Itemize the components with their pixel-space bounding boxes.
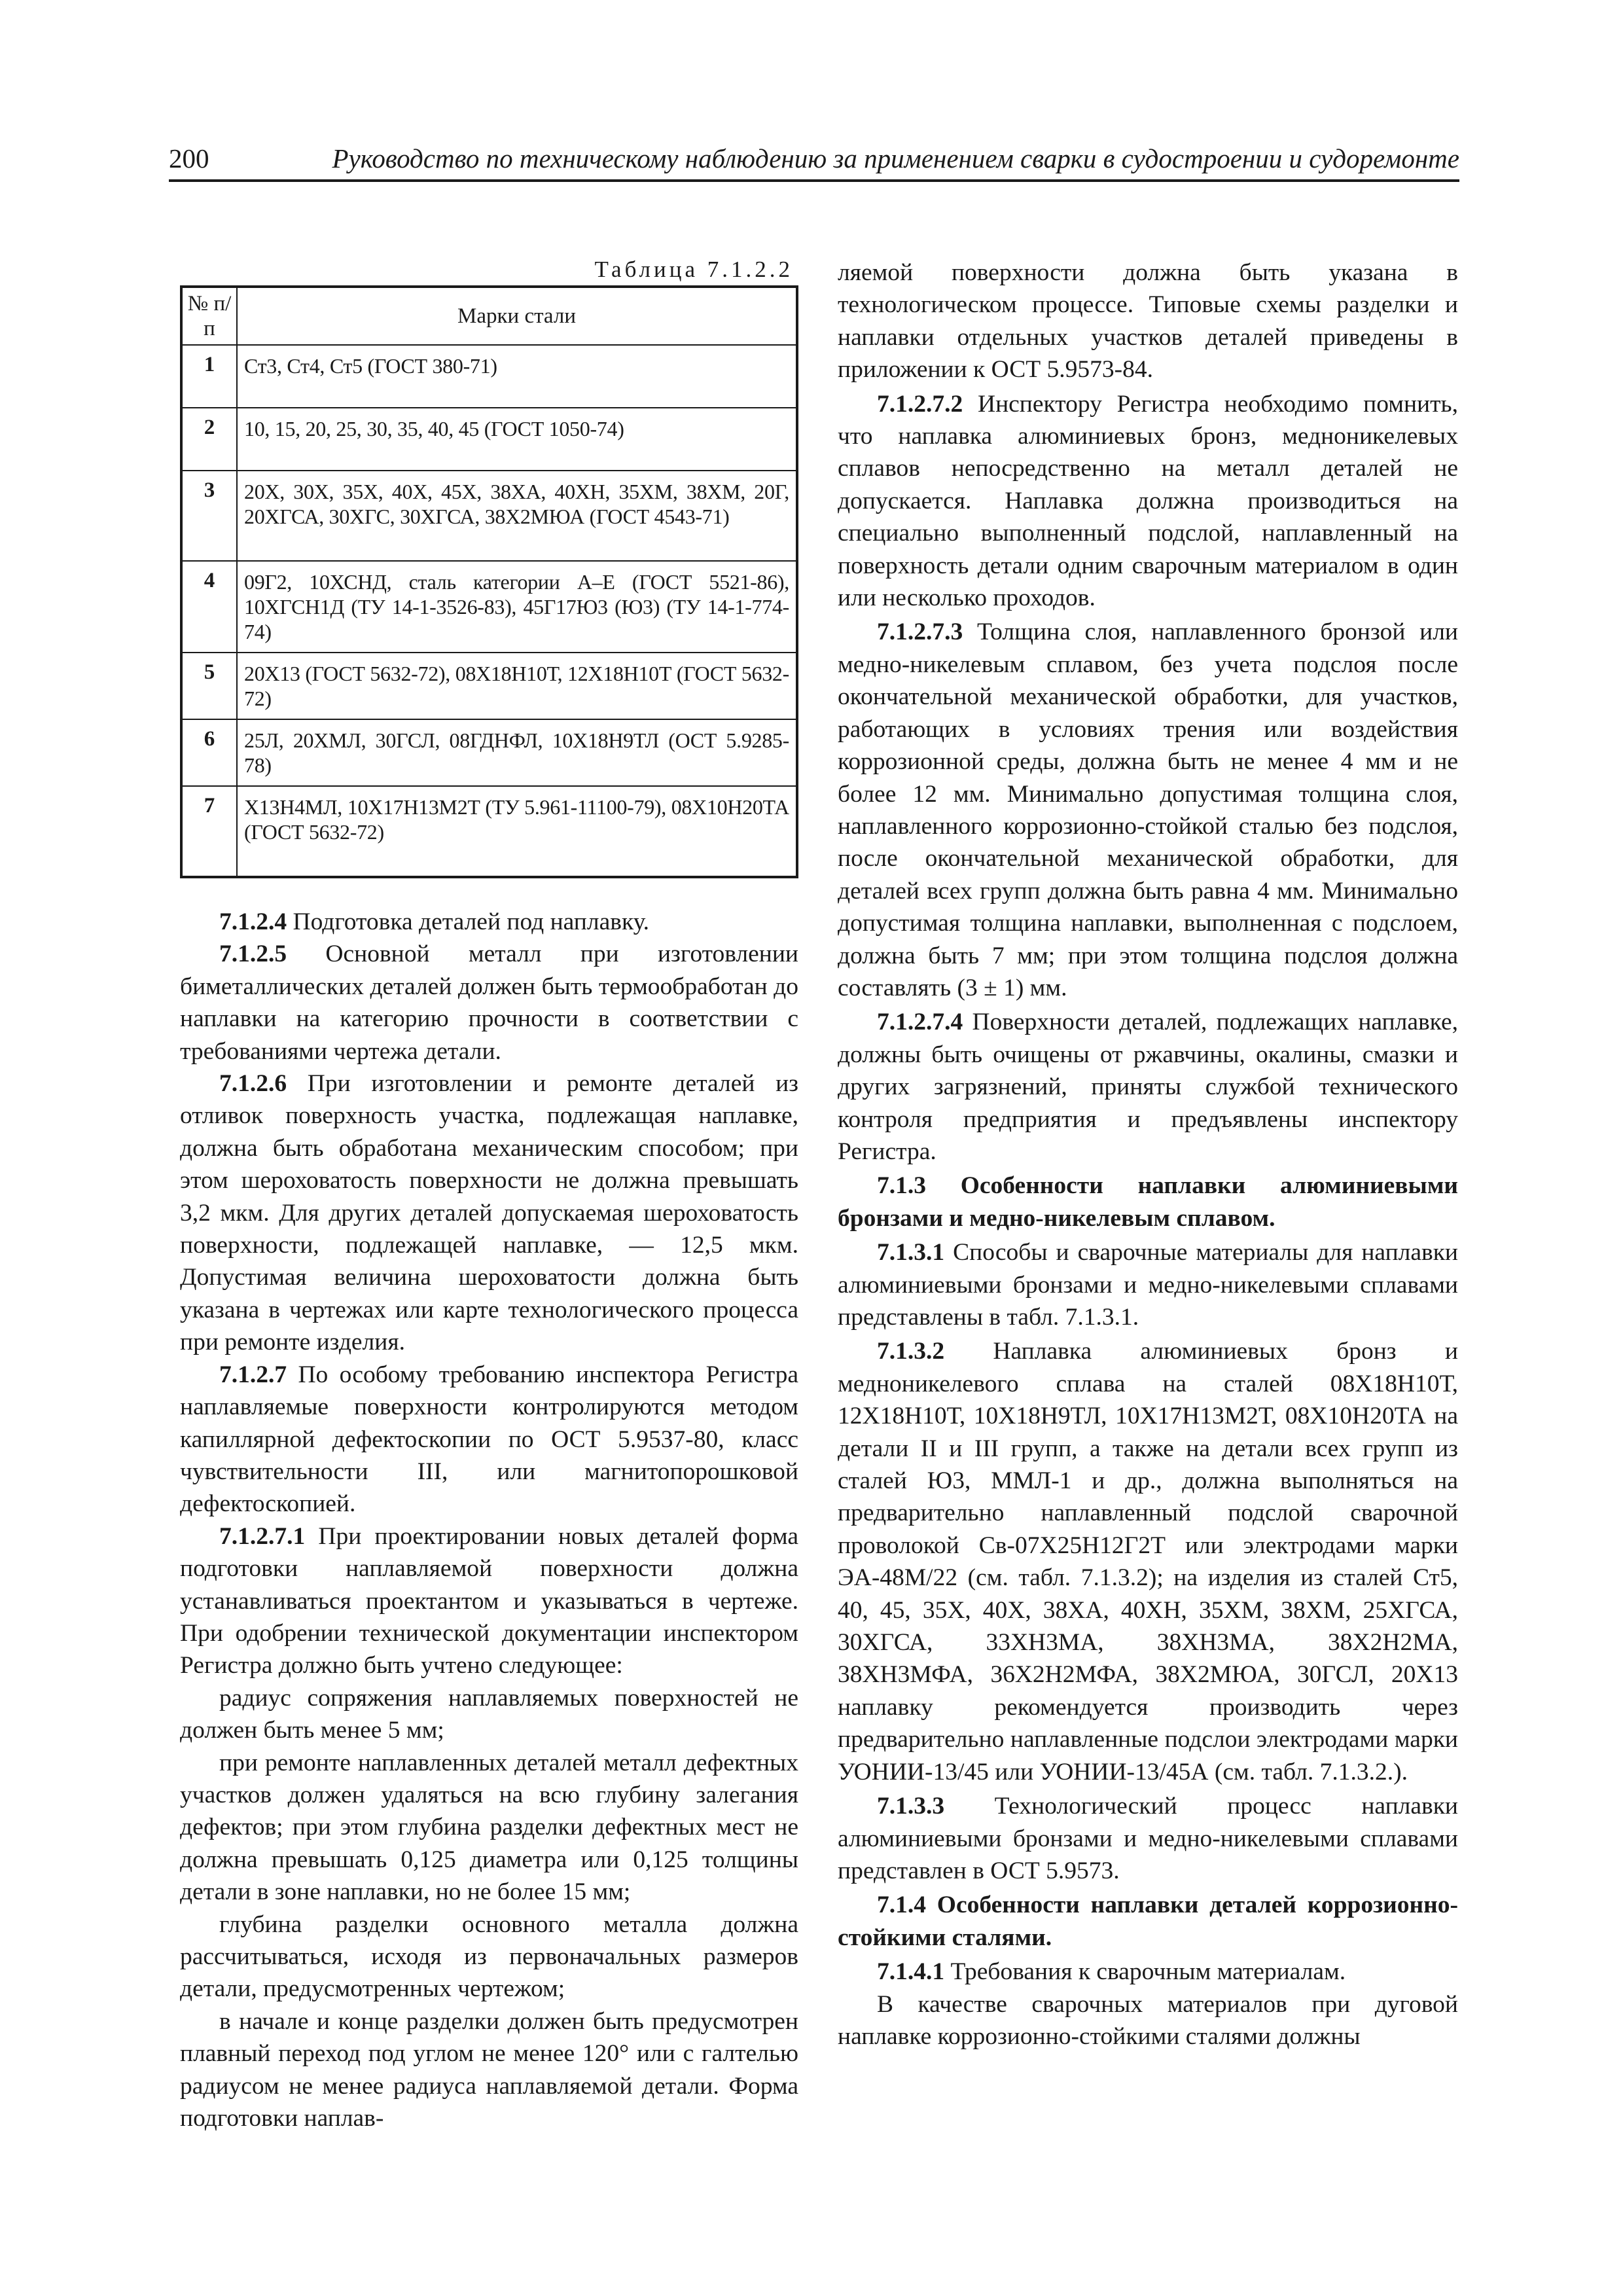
paragraph: 7.1.2.7 По особому требованию инспектора Регистра наплавляемые поверхности контролируются методом капиллярной дефектоскопии по ОСТ 5.9537-80, класс чувствительности III, или магнитопорошковой дефектоскопией.: [180, 1361, 798, 1518]
list-item: в начале и конце разделки должен быть предусмотрен плавный переход под углом не менее 120° или с галтелью радиусом не менее радиуса наплавляемой детали. Форма подготовки наплав-: [180, 2007, 798, 2132]
row-number: 5: [181, 653, 237, 719]
paragraph: 7.1.4.1 Требования к сварочным материалам.: [877, 1958, 1346, 1986]
row-grades: 25Л, 20ХМЛ, 30ГСЛ, 08ГДНФЛ, 10Х18Н9ТЛ (ОСТ 5.9285-78): [237, 719, 797, 786]
list-item: глубина разделки основного металла должна рассчитываться, исходя из первоначальных размеров детали, предусмотренных чертежом;: [180, 1910, 798, 2003]
table-caption: Таблица 7.1.2.2: [594, 257, 793, 282]
row-number: 4: [181, 561, 237, 653]
paragraph: 7.1.2.6 При изготовлении и ремонте деталей из отливок поверхность участка, подлежащая наплавке, должна быть обработана механическим способом; при этом шероховатость поверхности не должна превышать 3,2 мкм. Для других деталей допускаемая шероховатость поверхности, подлежащей наплавке, — 12,5 мкм. Допустимая величина шероховатости должна быть указана в чертежах или карте технологического процесса при ремонте изделия.: [180, 1070, 798, 1356]
table-row: [181, 345, 797, 408]
row-number: 2: [181, 408, 237, 471]
clause-number: 7.1.3.3: [877, 1793, 945, 1820]
row-grades: Ст3, Ст4, Ст5 (ГОСТ 380-71): [237, 345, 797, 408]
clause-number: 7.1.3.2: [877, 1338, 945, 1365]
paragraph: 7.1.2.7.1 При проектировании новых деталей форма подготовки наплавляемой поверхности должна устанавливаться проектантом и указываться в чертеже. При одобрении технической документации инспектором Регистра должно быть учтено следующее:: [180, 1522, 798, 1679]
table-row: [181, 719, 797, 786]
row-grades: 20Х, 30Х, 35Х, 40Х, 45Х, 38ХА, 40ХН, 35ХМ, 38ХМ, 20Г, 20ХГСА, 30ХГС, 30ХГСА, 38Х2МЮА (ГОСТ 4543-71): [237, 471, 797, 561]
section-heading: 7.1.4 Особенности наплавки деталей коррозионно-стойкими сталями.: [838, 1892, 1458, 1951]
row-grades: 09Г2, 10ХСНД, сталь категории А–Е (ГОСТ 5521-86), 10ХГСН1Д (ТУ 14-1-3526-83), 45Г17Ю3 (Ю3) (ТУ 14-1-774-74): [237, 561, 797, 653]
clause-number: 7.1.2.7: [219, 1361, 287, 1388]
paragraph: 7.1.3.2 Наплавка алюминиевых бронз и медноникелевого сплава на сталей 08Х18Н10Т, 12Х18Н10Т, 10Х18Н9ТЛ, 10Х17Н13М2Т, 08Х10Н20ТА на детали II и III групп, а также на детали всех групп из сталей Ю3, ММЛ-1 и др., должна выполняться на предварительно наплавленный подслой сварочной проволокой Св-07Х25Н12Г2Т или электродами марки ЭА-48М/22 (см. табл. 7.1.3.2); на изделия из сталей Ст5, 40, 45, 35Х, 40Х, 38ХА, 40ХН, 35ХМ, 38ХМ, 25ХГСА, 30ХГСА, 33ХН3МА, 38ХН3МА, 38Х2Н2МА, 38ХН3МФА, 36Х2Н2МФА, 38Х2МЮА, 30ГСЛ, 20Х13 наплавку рекомендуется производить через предварительно наплавленные подслои электродами марки УОНИИ-13/45 или УОНИИ-13/45А (см. табл. 7.1.3.2.).: [838, 1338, 1458, 1785]
left-text: [180, 906, 798, 2134]
row-number: 3: [181, 471, 237, 561]
steel-grades-table: [180, 285, 798, 878]
paragraph: 7.1.2.7.4 Поверхности деталей, подлежащих наплавке, должны быть очищены от ржавчины, окалины, смазки и других загрязнений, приняты службой технического контроля предприятия и предъявлены инспектору Регистра.: [838, 1009, 1458, 1165]
clause-number: 7.1.2.7.1: [219, 1522, 306, 1550]
table-row: [181, 786, 797, 877]
clause-number: 7.1.3.1: [877, 1239, 945, 1266]
column-header-number: № п/п: [181, 287, 237, 345]
paragraph: В качестве сварочных материалов при дуговой наплавке коррозионно-стойкими сталями должны: [838, 1990, 1458, 2050]
row-grades: Х13Н4МЛ, 10Х17Н13М2Т (ТУ 5.961-11100-79), 08Х10Н20ТА (ГОСТ 5632-72): [237, 786, 797, 877]
row-grades: 10, 15, 20, 25, 30, 35, 40, 45 (ГОСТ 1050-74): [237, 408, 797, 471]
table-row: [181, 471, 797, 561]
section-heading: 7.1.3 Особенности наплавки алюминиевыми бронзами и медно-никелевым сплавом.: [838, 1172, 1458, 1232]
row-number: 7: [181, 786, 237, 877]
clause-number: 7.1.4.1: [877, 1958, 945, 1986]
paragraph: 7.1.2.7.3 Толщина слоя, наплавленного бронзой или медно-никелевым сплавом, без учета подслоя после окончательной механической обработки, для участков, работающих в условиях трения или воздействия коррозионной среды, должна быть не менее 4 мм и не более 12 мм. Минимально допустимая толщина слоя, наплавленного коррозионно-стойкой сталью без подслоя, после окончательной механической обработки, для деталей всех групп должна быть равна 4 мм. Минимально допустимая толщина наплавки, выполненная с подслоем, должна быть 7 мм; при этом толщина подслоя должна составлять (3 ± 1) мм.: [838, 619, 1458, 1001]
clause-number: 7.1.2.6: [219, 1070, 287, 1098]
page-number: 200: [169, 143, 209, 173]
row-number: 1: [181, 345, 237, 408]
column-header-grades: Марки стали: [237, 287, 797, 345]
paragraph: ляемой поверхности должна быть указана в технологическом процессе. Типовые схемы разделки и наплавки отдельных участков деталей приведены в приложении к ОСТ 5.9573-84.: [838, 259, 1458, 384]
running-title: Руководство по техническому наблюдению за применением сварки в судостроении и судоремонте: [332, 143, 1459, 173]
paragraph: 7.1.2.7.2 Инспектору Регистра необходимо помнить, что наплавка алюминиевых бронз, медноникелевых сплавов непосредственно на металл деталей не допускается. Наплавка должна производиться на специально выполненный подслой, наплавленный на поверхность детали одним сварочным материалом в один или несколько проходов.: [838, 390, 1458, 612]
clause-number: 7.1.2.7.3: [877, 619, 963, 646]
row-number: 6: [181, 719, 237, 786]
right-column: [838, 257, 1458, 2053]
clause-number: 7.1.2.4: [219, 908, 287, 935]
clause-number: 7.1.2.7.2: [877, 390, 963, 418]
row-grades: 20Х13 (ГОСТ 5632-72), 08Х18Н10Т, 12Х18Н10Т (ГОСТ 5632-72): [237, 653, 797, 719]
paragraph: 7.1.2.5 Основной металл при изготовлении биметаллических деталей должен быть термообработан до наплавки на категорию прочности в соответствии с требованиями чертежа детали.: [180, 941, 798, 1065]
clause-number: 7.1.2.7.4: [877, 1009, 963, 1036]
paragraph: 7.1.3.1 Способы и сварочные материалы для наплавки алюминиевыми бронзами и медно-никелевыми сплавами представлены в табл. 7.1.3.1.: [838, 1239, 1458, 1331]
paragraph: 7.1.3.3 Технологический процесс наплавки алюминиевыми бронзами и медно-никелевыми сплавами представлен в ОСТ 5.9573.: [838, 1793, 1458, 1884]
list-item: при ремонте наплавленных деталей металл дефектных участков должен удаляться на всю глубину залегания дефектов; при этом глубина разделки дефектных мест не должна превышать 0,125 диаметра или 0,125 толщины детали в зоне наплавки, но не более 15 мм;: [180, 1749, 798, 1906]
table-row: [181, 653, 797, 719]
table-header-row: [181, 287, 797, 345]
table-row: [181, 408, 797, 471]
left-column: [180, 257, 798, 2134]
clause-number: 7.1.2.5: [219, 941, 287, 968]
list-item: радиус сопряжения наплавляемых поверхностей не должен быть менее 5 мм;: [180, 1684, 798, 1744]
table-row: [181, 561, 797, 653]
paragraph: 7.1.2.4 Подготовка деталей под наплавку.: [219, 908, 650, 935]
page-header: [169, 143, 1459, 182]
